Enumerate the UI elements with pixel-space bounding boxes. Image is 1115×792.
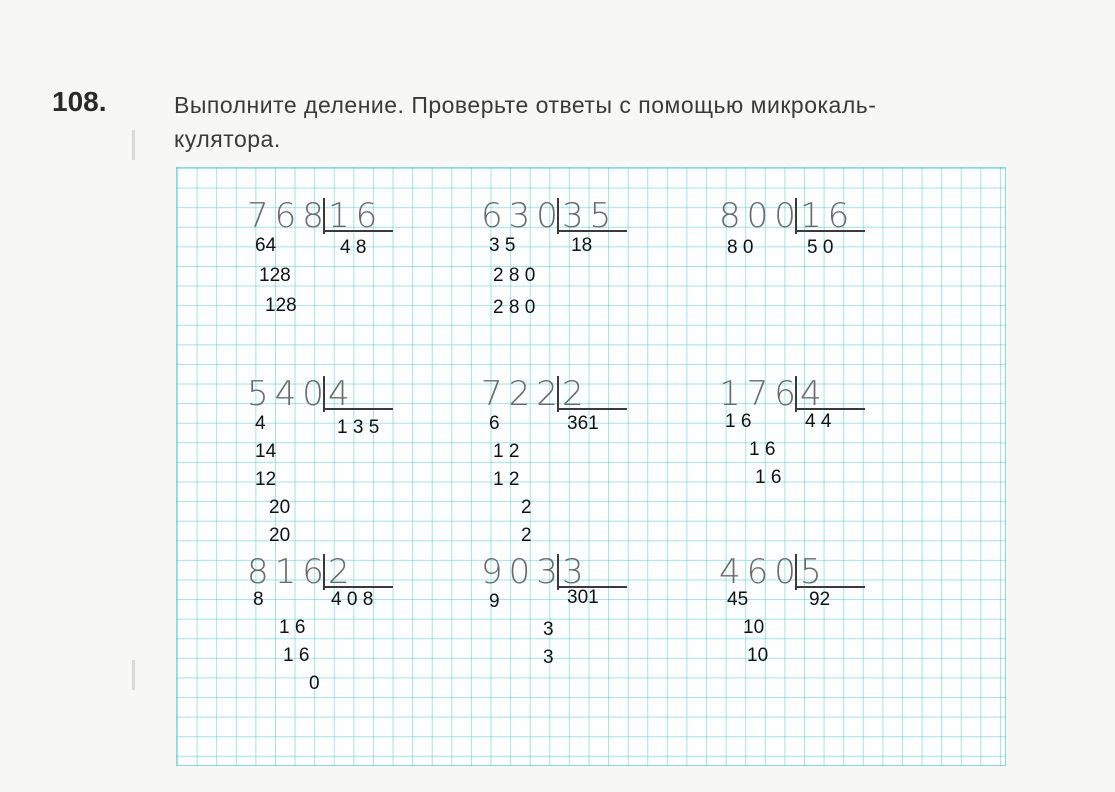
quotient: 1 3 5	[337, 417, 380, 438]
quotient: 5 0	[807, 237, 834, 258]
margin-mark-bottom	[132, 660, 135, 690]
dividend: 722	[481, 374, 564, 414]
divisor: 16	[323, 198, 383, 234]
quotient-line	[797, 408, 865, 410]
margin-mark-top	[132, 130, 135, 160]
divisor: 4	[323, 376, 356, 412]
quotient: 361	[567, 413, 599, 434]
divisor: 35	[557, 198, 617, 234]
quotient-line	[325, 586, 393, 588]
step-5: 2	[521, 525, 532, 546]
step-5: 20	[269, 525, 291, 546]
step-2: 3	[543, 619, 554, 640]
quotient: 301	[567, 587, 599, 608]
step-3: 3	[543, 647, 554, 668]
step-3: 10	[747, 645, 769, 666]
quotient-line	[325, 230, 393, 232]
step-4: 2	[521, 497, 532, 518]
divisor: 2	[557, 376, 590, 412]
divisor: 3	[557, 554, 590, 590]
step-3: 2 8 0	[493, 297, 536, 318]
quotient: 92	[809, 589, 831, 610]
quotient: 4 4	[805, 411, 832, 432]
step-2: 10	[743, 617, 765, 638]
dividend: 816	[247, 552, 330, 592]
step-1: 8	[253, 589, 264, 610]
step-2: 1 2	[493, 441, 520, 462]
step-2: 14	[255, 441, 277, 462]
dividend: 460	[719, 552, 802, 592]
step-2: 2 8 0	[493, 265, 536, 286]
step-1: 9	[489, 591, 500, 612]
step-1: 3 5	[489, 235, 516, 256]
step-2: 1 6	[279, 617, 306, 638]
step-1: 6	[489, 413, 500, 434]
divisor: 16	[795, 198, 855, 234]
quotient: 4 8	[340, 237, 367, 258]
dividend: 540	[247, 374, 330, 414]
step-3: 1 6	[283, 645, 310, 666]
task-instruction-line-1: Выполните деление. Проверьте ответы с помощью микрокаль-	[174, 92, 877, 118]
quotient-line	[797, 586, 865, 588]
quotient-line	[559, 408, 627, 410]
quotient: 18	[571, 235, 593, 256]
step-2: 1 6	[749, 439, 776, 460]
dividend: 800	[719, 196, 802, 236]
step-3: 12	[255, 469, 277, 490]
step-1: 1 6	[725, 411, 752, 432]
task-instruction-line-2: кулятора.	[174, 126, 281, 152]
task-number: 108.	[52, 86, 107, 117]
quotient-line	[797, 230, 865, 232]
dividend: 768	[247, 196, 330, 236]
step-4: 20	[269, 497, 291, 518]
dividend: 176	[719, 374, 802, 414]
step-1: 64	[255, 235, 277, 256]
divisor: 5	[795, 554, 828, 590]
step-3: 1 6	[755, 467, 782, 488]
dividend: 903	[481, 552, 564, 592]
step-1: 4	[255, 413, 266, 434]
step-2: 128	[259, 265, 291, 286]
quotient-line	[325, 408, 393, 410]
step-1: 45	[727, 589, 749, 610]
dividend: 630	[481, 196, 564, 236]
step-3: 128	[265, 295, 297, 316]
divisor: 4	[795, 376, 828, 412]
step-3: 1 2	[493, 469, 520, 490]
quotient: 4 0 8	[331, 589, 374, 610]
divisor: 2	[323, 554, 356, 590]
graph-paper	[176, 167, 1006, 766]
task-instruction	[174, 88, 1054, 156]
quotient-line	[559, 230, 627, 232]
step-4: 0	[309, 673, 320, 694]
step-1: 8 0	[727, 237, 754, 258]
